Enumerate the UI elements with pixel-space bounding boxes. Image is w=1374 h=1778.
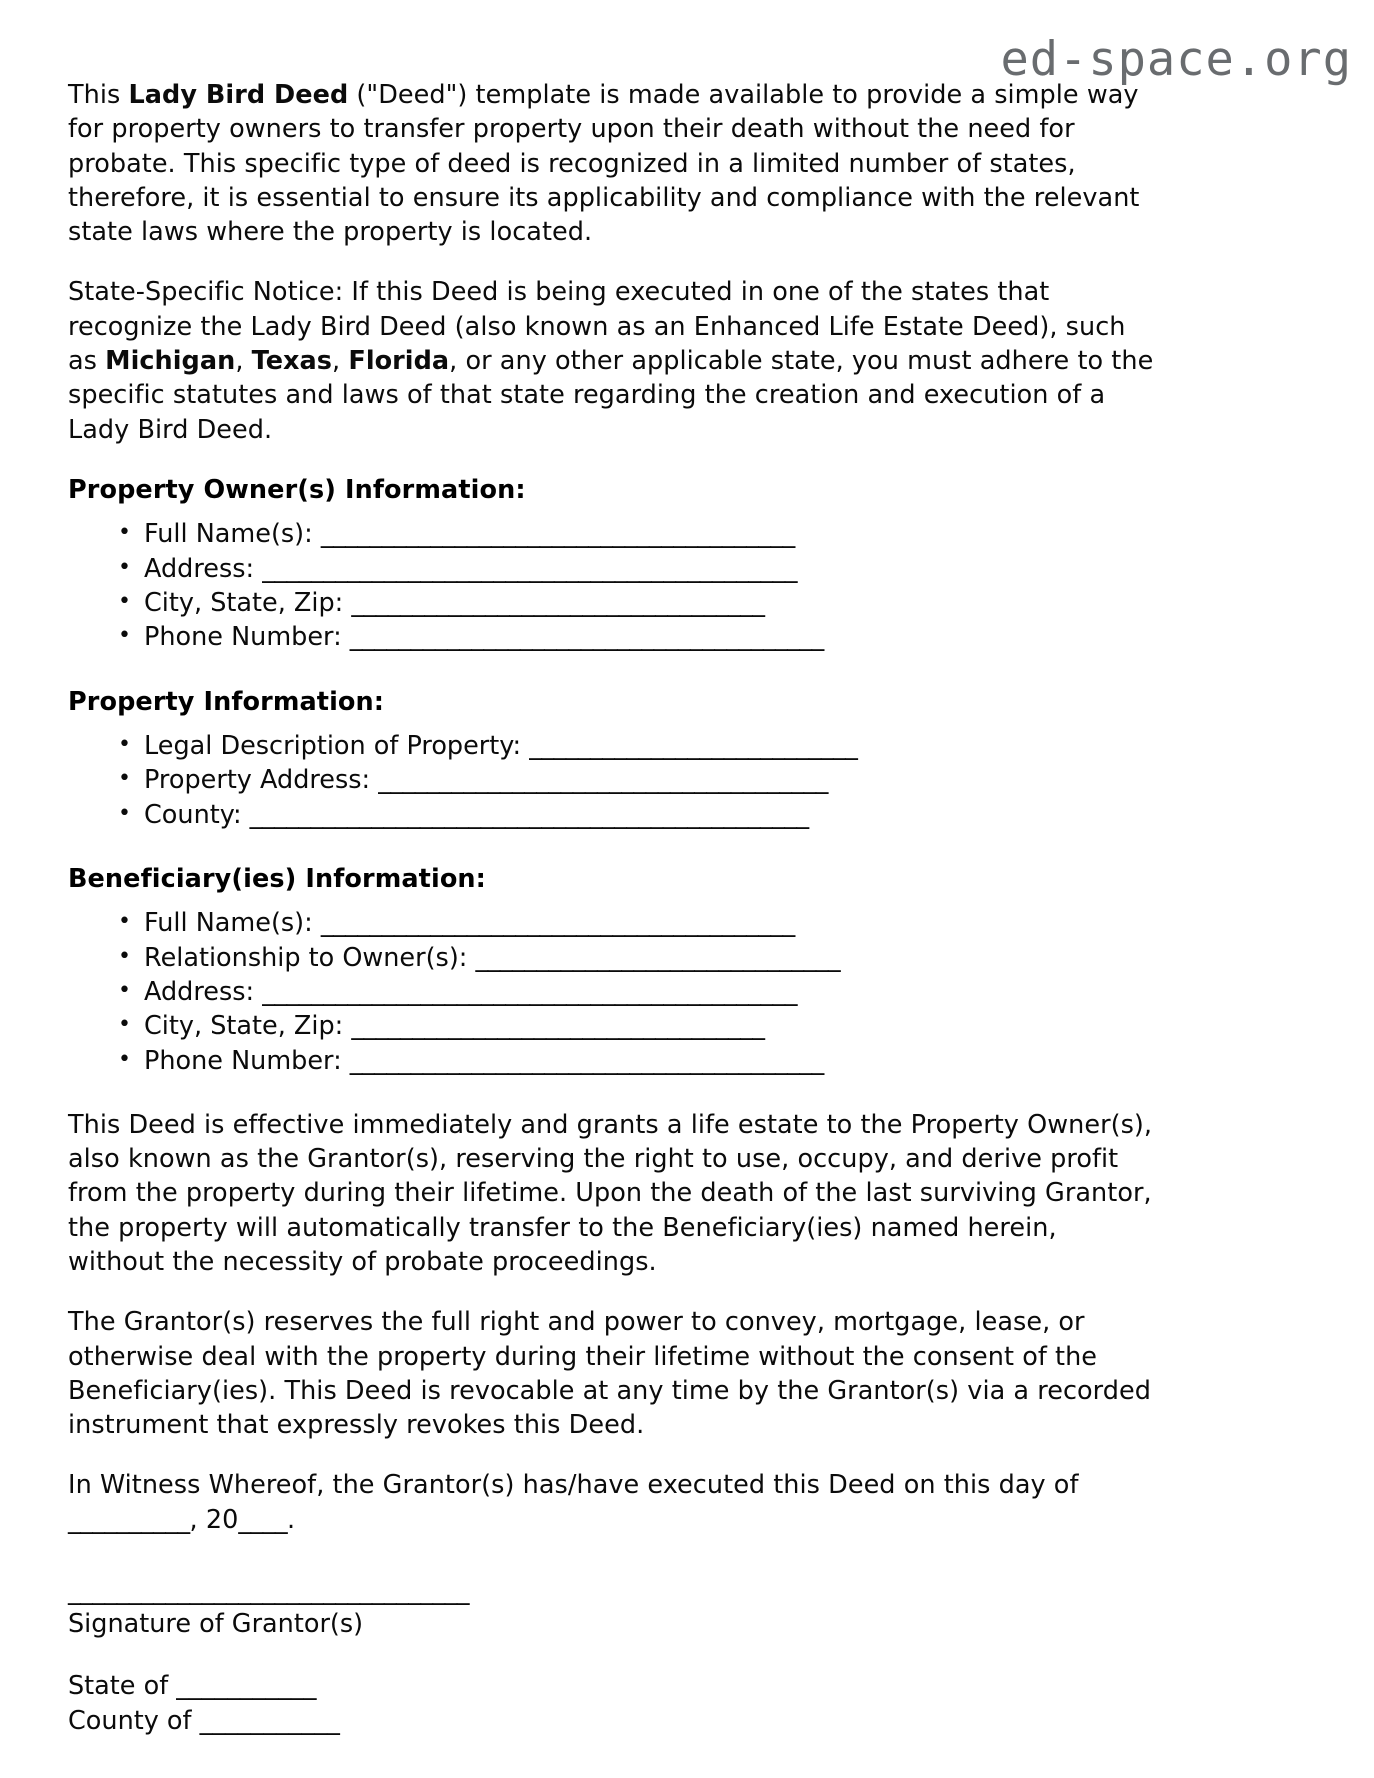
witness-prefix-text: In Witness Whereof, the Grantor(s) has/have executed this Deed on this day of [68, 1470, 1079, 1501]
field-label: Full Name(s): [144, 519, 321, 550]
field-row [144, 552, 1160, 586]
field-label: Property Address: [144, 765, 379, 796]
field-blank[interactable]: __________________________________ [351, 1011, 765, 1042]
document-body [68, 78, 1160, 1738]
field-blank[interactable]: ___________________________ [529, 731, 858, 761]
field-label: Phone Number: [144, 622, 350, 653]
field-blank[interactable]: _______________________________________ [320, 519, 795, 550]
notice-part-two: , or any other applicable state, you must adhere to the specific statutes and laws of that state regarding the creation and execution of a Lady Bird Deed. [68, 346, 1154, 445]
field-blank[interactable]: _______________________________________ [349, 1045, 824, 1076]
state-specific-notice-paragraph [68, 275, 1160, 446]
witness-year-blank[interactable]: ____ [238, 1504, 287, 1535]
field-row [144, 906, 1160, 940]
lady-bird-deed-bold: Lady Bird Deed [128, 80, 349, 110]
intro-paragraph [68, 78, 1160, 249]
field-label: Relationship to Owner(s): [144, 942, 476, 973]
signature-block [68, 1577, 1160, 1641]
field-blank[interactable]: ____________________________________________ [262, 976, 797, 1007]
intro-prefix-text: This [68, 80, 129, 110]
field-row [144, 975, 1160, 1009]
field-label: City, State, Zip: [144, 1011, 352, 1042]
field-row [144, 1009, 1160, 1043]
field-row [144, 620, 1160, 654]
field-blank[interactable]: ______________________________ [475, 942, 841, 973]
field-label: Legal Description of Property: [144, 731, 530, 761]
field-label: Address: [144, 553, 263, 584]
field-blank[interactable]: ____________________________________________ [262, 553, 797, 584]
field-label: City, State, Zip: [144, 587, 352, 618]
field-row [144, 586, 1160, 620]
reservation-paragraph: The Grantor(s) reserves the full right and power to convey, mortgage, lease, or otherwise deal with the property during their lifetime without the consent of the Beneficiary(ies). This Deed is revocable at any time by the Grantor(s) via a recorded instrument that expressly revokes this Deed. [68, 1307, 1151, 1441]
effective-paragraph: This Deed is effective immediately and grants a life estate to the Property Owner(s), also known as the Grantor(s), reserving the right to use, occupy, and derive profit from the property during their lifetime. Upon the death of the last surviving Grantor, the property will automatically transfer to the Beneficiary(ies) named herein, without the necessity of probate proceedings. [68, 1109, 1153, 1277]
state-of-line[interactable]: State of ___________ [68, 1671, 317, 1702]
intro-rest-text: ("Deed") template is made available to provide a simple way for property owners to transfer property upon their death without the need for probate. This specific type of deed is recognized in a limited number of states, therefore, it is essential to ensure its applicability and compliance with the relevant state laws where the property is located. [68, 80, 1140, 248]
notice-separator-one: , [235, 346, 252, 377]
field-row [144, 517, 1160, 551]
field-label: Address: [144, 976, 263, 1007]
signature-label: Signature of Grantor(s) [68, 1609, 364, 1640]
witness-mid-text: , 20 [189, 1504, 239, 1535]
field-row [144, 1044, 1160, 1078]
field-blank[interactable]: __________________________________ [351, 587, 765, 618]
field-label: Phone Number: [144, 1045, 350, 1076]
field-blank[interactable]: _______________________________________ [349, 622, 824, 653]
notice-part-one: State-Specific Notice: If this Deed is being executed in one of the states that recognize the Lady Bird Deed (also known as an Enhanced Life Estate Deed), such as [68, 277, 1126, 377]
field-row [144, 798, 1160, 832]
witness-suffix-text: . [286, 1504, 296, 1535]
field-row [144, 941, 1160, 975]
witness-day-blank[interactable]: __________ [68, 1504, 190, 1535]
field-label: County: [144, 799, 250, 830]
field-blank[interactable]: ______________________________________________ [249, 799, 809, 830]
section-heading-beneficiary: Beneficiary(ies) Information: [68, 863, 486, 894]
state-texas: Texas [251, 346, 333, 377]
field-list-beneficiary [68, 906, 1160, 1077]
notice-separator-two: , [332, 346, 349, 377]
field-row [144, 729, 1160, 763]
field-label: Full Name(s): [144, 908, 321, 939]
section-heading-property-information: Property Information: [68, 686, 385, 717]
county-of-line[interactable]: County of ___________ [68, 1705, 340, 1736]
field-blank[interactable]: _______________________________________ [320, 908, 795, 939]
field-row [144, 763, 1160, 797]
site-watermark: ed-space.org [1000, 32, 1352, 87]
section-heading-property-owner: Property Owner(s) Information: [68, 474, 526, 505]
field-blank[interactable]: _____________________________________ [378, 765, 828, 796]
state-florida: Florida [348, 346, 450, 377]
field-list-property-information [68, 729, 1160, 832]
field-list-property-owner [68, 517, 1160, 654]
witness-paragraph [68, 1468, 1160, 1537]
notary-location-block [68, 1669, 1160, 1738]
signature-line[interactable]: _________________________________ [68, 1576, 469, 1607]
state-michigan: Michigan [105, 346, 236, 377]
